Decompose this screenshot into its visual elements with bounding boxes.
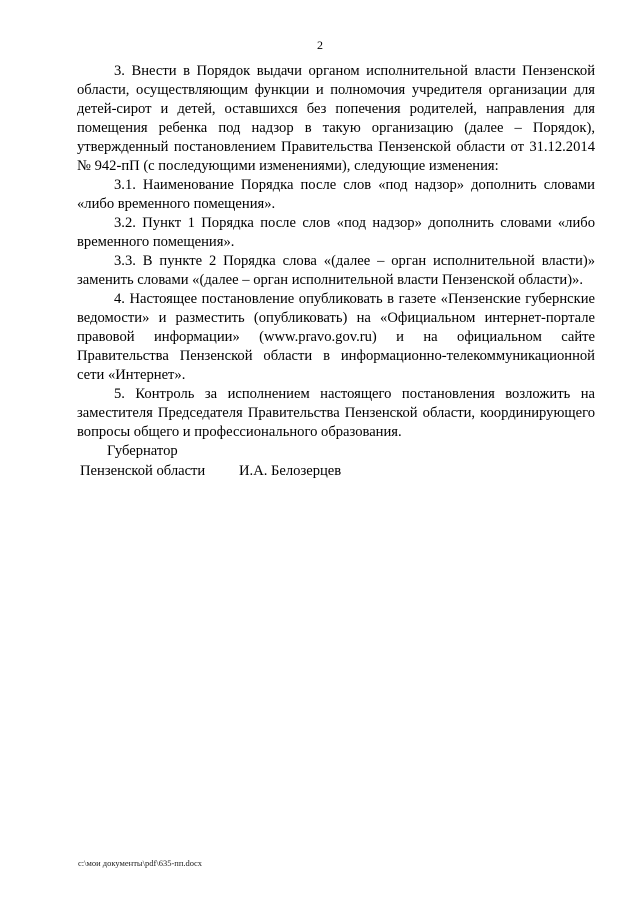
document-body	[77, 62, 595, 442]
signature-title-line2: Пензенской области	[80, 463, 206, 479]
page-number: 2	[317, 38, 323, 52]
paragraph-3-2: 3.2. Пункт 1 Порядка после слов «под надзор» дополнить словами «либо временного помещения».	[77, 215, 595, 250]
footer-file-path: c:\мои документы\pdf\635-пп.docx	[78, 858, 203, 868]
paragraph-4: 4. Настоящее постановление опубликовать в газете «Пензенские губернские ведомости» и разместить (опубликовать) на «Официальном интернет-портале правовой информации» (www.pravo.gov.ru) и на официальном сайте Правительства Пензенской области в информационно-телекоммуникационной сети «Интернет».	[77, 291, 595, 383]
paragraph-3: 3. Внести в Порядок выдачи органом исполнительной власти Пензенской области, осуществляющим функции и полномочия учредителя организации для детей-сирот и детей, оставшихся без попечения родителей, направления для помещения ребенка под надзор в такую организацию (далее – Порядок), утвержденный постановлением Правительства Пензенской области от 31.12.2014 № 942-пП (с последующими изменениями), следующие изменения:	[77, 63, 595, 174]
signatory-name: И.А. Белозерцев	[239, 463, 342, 479]
signature-title-line1: Губернатор	[107, 443, 178, 459]
paragraph-5: 5. Контроль за исполнением настоящего постановления возложить на заместителя Председателя Правительства Пензенской области, координирующего вопросы общего и профессионального образования.	[77, 386, 595, 440]
paragraph-3-1: 3.1. Наименование Порядка после слов «под надзор» дополнить словами «либо временного помещения».	[77, 177, 595, 212]
paragraph-3-3: 3.3. В пункте 2 Порядка слова «(далее – орган исполнительной власти)» заменить словами «(далее – орган исполнительной власти Пензенской области)».	[77, 253, 595, 288]
